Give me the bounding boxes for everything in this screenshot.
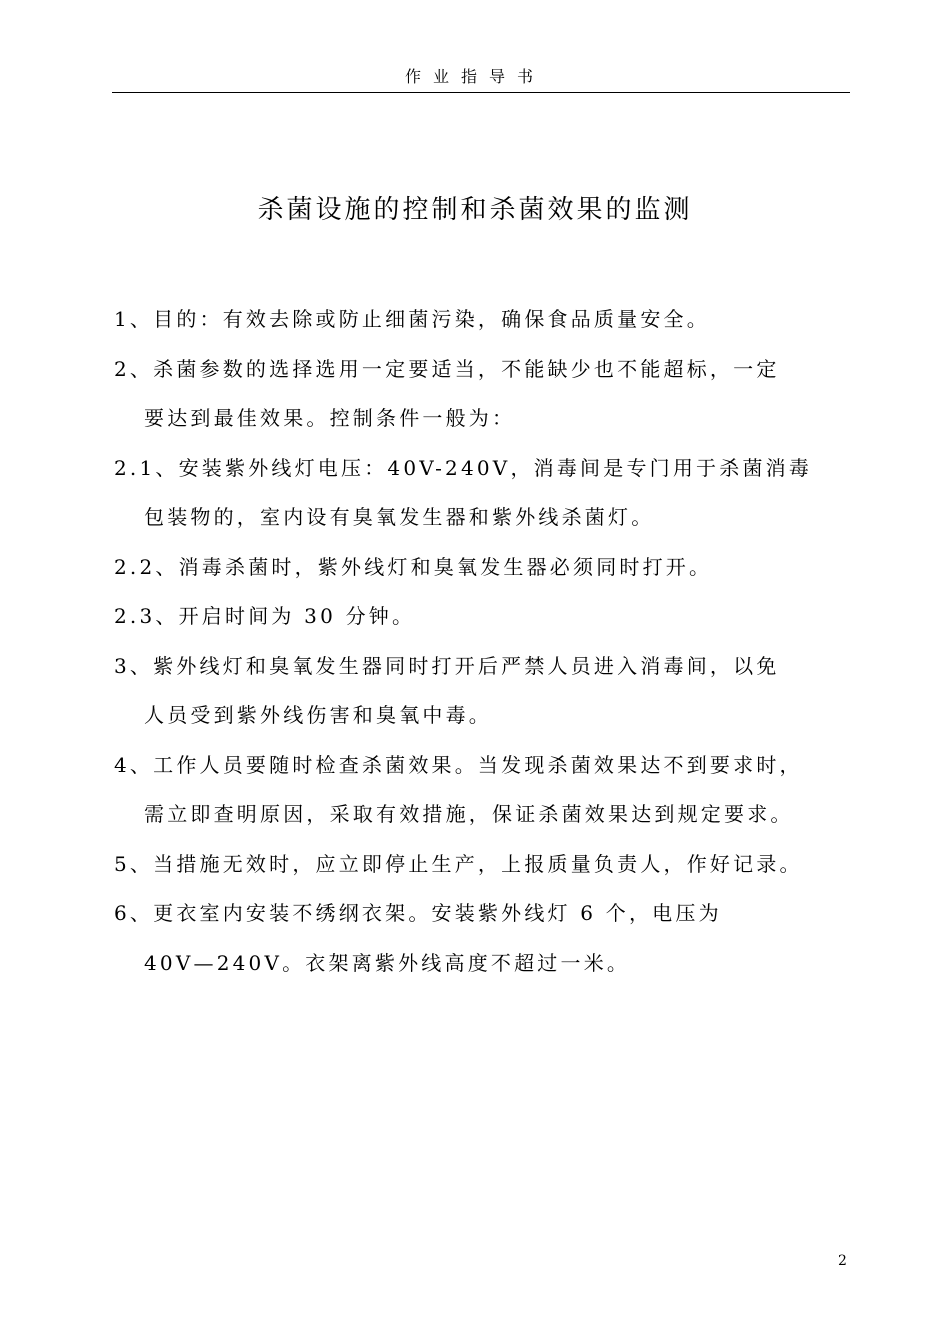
paragraph-line: 3、紫外线灯和臭氧发生器同时打开后严禁人员进入消毒间，以免 [114, 653, 780, 678]
page-number: 2 [838, 1253, 847, 1269]
paragraph-line: 5、当措施无效时，应立即停止生产，上报质量负责人，作好记录。 [114, 851, 803, 876]
paragraph-line: 1、目的：有效去除或防止细菌污染，确保食品质量安全。 [114, 307, 710, 331]
document-title: 杀菌设施的控制和杀菌效果的监测 [257, 195, 693, 225]
paragraph-line: 6、更衣室内安装不绣纲衣架。安装紫外线灯 6 个，电压为 [114, 901, 722, 925]
paragraph-line: 2.2、消毒杀菌时，紫外线灯和臭氧发生器必须同时打开。 [114, 554, 713, 579]
paragraph-line: 2、杀菌参数的选择选用一定要适当，不能缺少也不能超标，一定 [114, 356, 780, 381]
paragraph-line: 需立即查明原因，采取有效措施，保证杀菌效果达到规定要求。 [144, 802, 794, 826]
header-divider [112, 92, 850, 93]
paragraph-line: 2.1、安装紫外线灯电压：40V-240V，消毒间是专门用于杀菌消毒 [114, 455, 813, 480]
document-body [114, 295, 854, 988]
paragraph-line: 人员受到紫外线伤害和臭氧中毒。 [144, 703, 492, 727]
paragraph-line: 40V—240V。衣架离紫外线高度不超过一米。 [144, 950, 631, 975]
paragraph-line: 2.3、开启时间为 30 分钟。 [114, 604, 416, 628]
page-header: 作业指导书 [404, 67, 545, 86]
paragraph-line: 要达到最佳效果。控制条件一般为： [144, 406, 516, 430]
paragraph-line: 4、工作人员要随时检查杀菌效果。当发现杀菌效果达不到要求时， [114, 752, 803, 777]
paragraph-line: 包装物的，室内设有臭氧发生器和紫外线杀菌灯。 [144, 505, 655, 529]
